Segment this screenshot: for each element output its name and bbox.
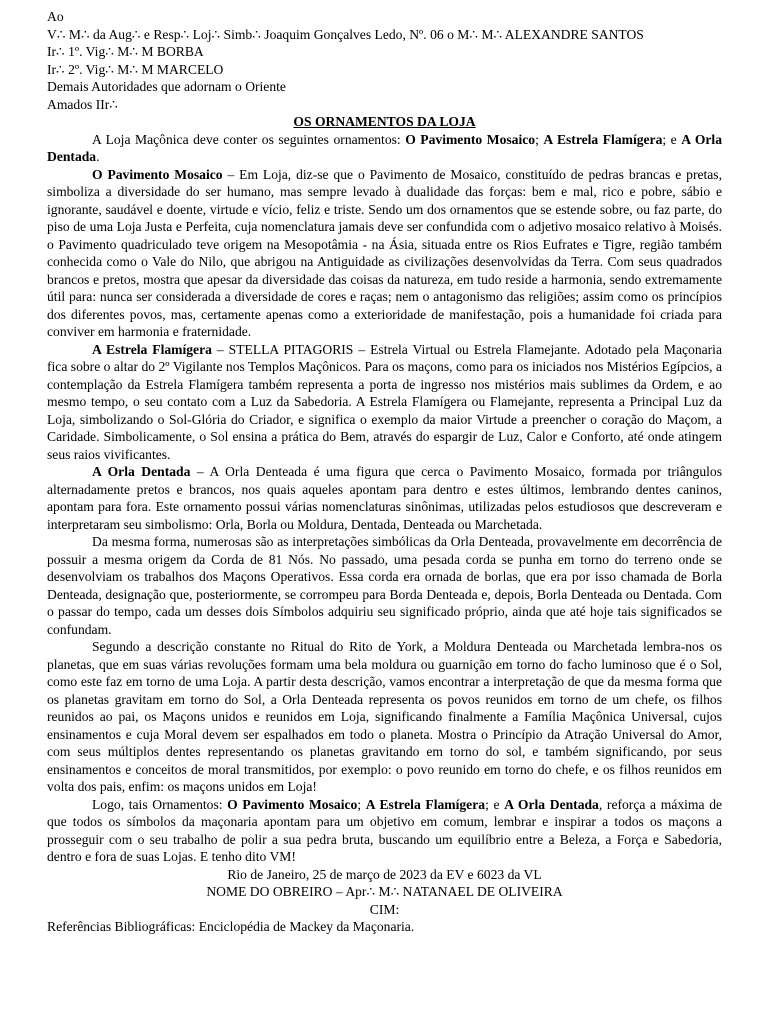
ornament-star: A Estrela Flamígera	[543, 131, 663, 147]
authorities-line: Demais Autoridades que adornam o Oriente	[47, 79, 286, 94]
document-title: OS ORNAMENTOS DA LOJA	[293, 114, 476, 129]
greeting-line: Amados IIr∴	[47, 96, 118, 112]
salutation-to: Ao	[47, 9, 64, 24]
second-warden-line: Ir∴ 2º. Vig∴ M∴ M MARCELO	[47, 61, 224, 77]
recipient-line: V∴ M∴ da Aug∴ e Resp∴ Loj∴ Simb∴ Joaquim Gonçalves Ledo, Nº. 06 o M∴ M∴ ALEXANDRE SANTOS	[47, 26, 644, 42]
mosaic-paragraph: O Pavimento Mosaico – Em Loja, diz-se que o Pavimento de Mosaico, constituído de pedras brancas e pretas, simboliza a diversidade do ser humano, mas sempre levado à dualidade das forças: bem e mal, rico e pobre, sábio e ignorante, saudável e doente, virtude e vício, feliz e triste. Sendo um dos ornamentos que se estende sobre, ou faz parte, do piso de uma Loja Justa e Perfeita, cuja nomenclatura jamais deve ser confundida com o adjetivo mosaico relativo à Moisés. o Pavimento quadriculado teve origem na Mesopotâmia - na Ásia, situada entre os Rios Eufrates e Tigre, região também conhecida como o Vale do Nilo, que abrigou na Antiguidade as civilizações desenvolvidas da Terra. Com seus quadrados brancos e pretos, mostra que apesar da diversidade das coisas da natureza, em tudo reside a harmonia, sendo extremamente útil para: nunca ser considerada a diversidade de cores e raças; nem o antagonismo das religiões; assim como os princípios dos diferentes povos, mas, certamente apenas como a exterioridade de manifestação, pois a humanidade foi criada para conviver em harmonia e fraternidade.	[47, 166, 722, 339]
star-paragraph: A Estrela Flamígera – STELLA PITAGORIS – Estrela Virtual ou Estrela Flamejante. Adotado pela Maçonaria fica sobre o altar do 2º Vigilante nos Templos Maçônicos. Para os maçons, como para os iniciados nos Mistérios Egípcios, a contemplação da Estrela Flamígera também representa a porta de ingresso nos mistérios mais sublimes da Ordem, e ao mesmo tempo, o seu contato com a Luz da Sabedoria. A Estrela Flamígera ou Flamejante, representa a Principal Luz da Loja, simbolizando o Sol-Glória do Criador, e significa o exemplo da maior Virtude a preencher o coração do Maçom, a Caridade. Simbolicamente, o Sol ensina a prática do Bem, através do espargir de Luz, Calor e Conforto, até onde atingem seus raios vivificantes.	[47, 341, 722, 462]
interpretations-paragraph: Da mesma forma, numerosas são as interpretações simbólicas da Orla Denteada, provavelmente em decorrência de possuir a mesma origem da Corda de 81 Nós. No passado, uma pesada corda se punha em torno do terreno onde se desenvolviam os trabalhos dos Maçons Operativos. Essa corda era ornada de borlas, que era por isso chamada de Borla Denteada, designação que, posteriormente, se corrompeu para Borda Denteada e, depois, Borla Denteada ou Dentada. Com o passar do tempo, cada um desses dois Símbolos adquiriu seu significado próprio, ainda que até hoje tais significados se confundam.	[47, 534, 722, 637]
mosaic-heading: O Pavimento Mosaico	[92, 166, 223, 182]
star-heading: A Estrela Flamígera	[92, 341, 212, 357]
signature-cim: CIM:	[369, 901, 400, 917]
first-warden-line: Ir∴ 1º. Vig∴ M∴ M BORBA	[47, 44, 204, 59]
border-heading: A Orla Dentada	[92, 464, 191, 479]
references-line: Referências Bibliográficas: Enciclopédia de Mackey da Maçonaria.	[47, 919, 415, 934]
ornament-mosaic: O Pavimento Mosaico	[405, 131, 536, 147]
conclusion-paragraph: Logo, tais Ornamentos: O Pavimento Mosaico; A Estrela Flamígera; e A Orla Dentada, reforça a máxima de que todos os símbolos da maçonaria apontam para um objetivo em comum, lembrar e inspirar a todos os maçons a prosseguir com o seu trabalho de polir a sua pedra bruta, buscando um equilíbrio entre a Beleza, a Força e Sabedoria, dentro e fora de suas Lojas. E tenho dito VM!	[47, 796, 723, 864]
signature-author: NOME DO OBREIRO – Apr∴ M∴ NATANAEL DE OLIVEIRA	[206, 884, 563, 899]
york-rite-paragraph: Segundo a descrição constante no Ritual do Rito de York, a Moldura Denteada ou Marchetada lembra-nos os planetas, que em suas várias revoluções formam uma bela moldura ou guarnição em torno do facho luminoso que é o Sol, como este faz em torno de uma Loja. A partir desta descrição, vamos encontrar a interpretação de que da mesma forma que os planetas gravitam em torno do Sol, a Orla Denteada representa os povos reunidos em torno de um chefe, os filhos reunidos ao pai, os Maçons unidos e reunidos em Loja, significando finalmente a Família Maçônica Universal, cujos ensinamentos e cuja Moral devem ser espalhados em todo o planeta. Mostra o Princípio da Atração Universal do Amor, com seus múltiplos dentes representando os planetas gravitando em torno do sol, e também significando, por seus ensinamentos e conceitos de moral transmitidos, por exemplo: o povo reunido em torno do chefe, e os filhos reunidos em volta dos pais, enfim: os maçons unidos em Loja!	[47, 639, 722, 794]
ornament-border: A Orla Dentada	[47, 131, 722, 164]
signature-date: Rio de Janeiro, 25 de março de 2023 da EV e 6023 da VL	[227, 866, 542, 882]
intro-paragraph: A Loja Maçônica deve conter os seguintes ornamentos: O Pavimento Mosaico; A Estrela Flamígera; e A Orla Dentada.	[47, 131, 722, 164]
border-paragraph: A Orla Dentada – A Orla Denteada é uma figura que cerca o Pavimento Mosaico, formada por triângulos alternadamente pretos e brancos, nos quais aqueles apontam para dentro e estes últimos, lembrando dentes caninos, apontam para fora. Este ornamento possui várias nomenclaturas sinônimas, utilizadas pelos estudiosos que descreveram e interpretaram seu simbolismo: Orla, Borla ou Moldura, Dentada, Denteada ou Marchetada.	[47, 464, 723, 532]
